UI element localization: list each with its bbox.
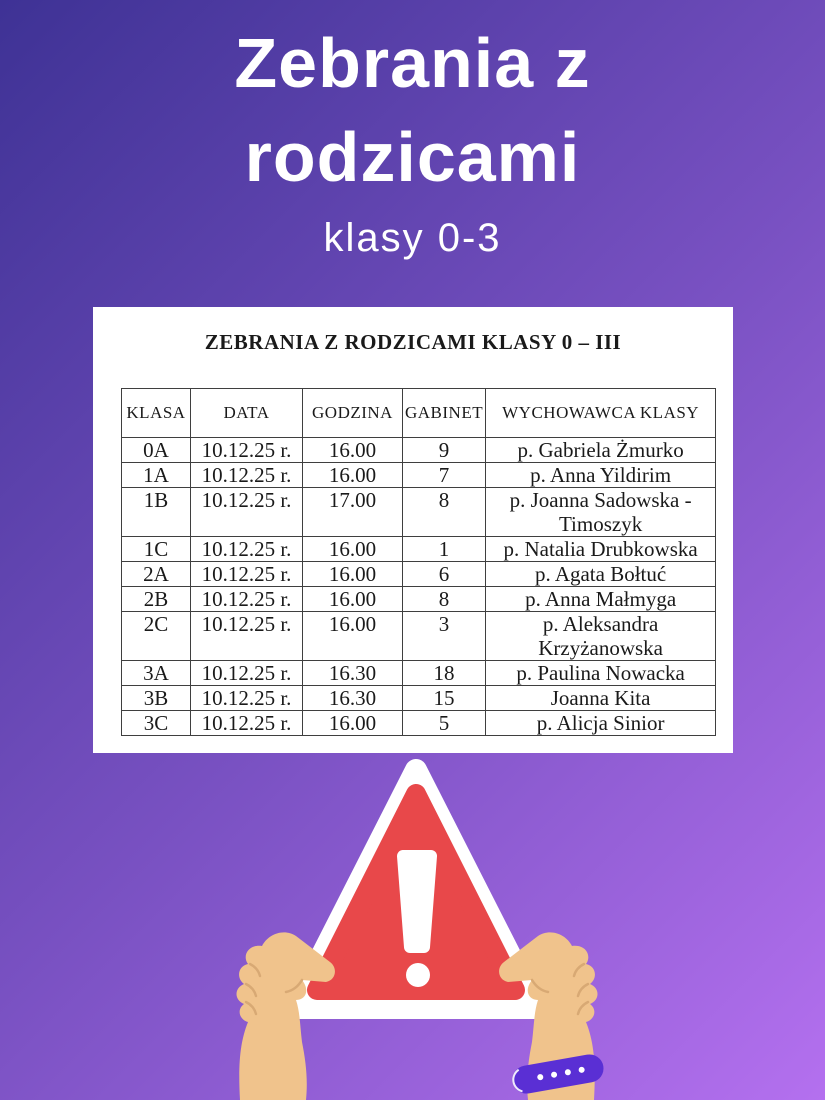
table-row xyxy=(122,587,716,612)
table-cell: 16.00 xyxy=(303,587,403,612)
table-cell: Joanna Kita xyxy=(486,686,716,711)
table-cell: 1A xyxy=(122,463,191,488)
table-cell: 0A xyxy=(122,438,191,463)
table-cell: 7 xyxy=(403,463,486,488)
table-cell: p. Gabriela Żmurko xyxy=(486,438,716,463)
table-cell: 8 xyxy=(403,587,486,612)
table-cell: 1 xyxy=(403,537,486,562)
table-cell: 10.12.25 r. xyxy=(191,463,303,488)
table-row xyxy=(122,537,716,562)
table-cell: 9 xyxy=(403,438,486,463)
table-row xyxy=(122,686,716,711)
poster-header xyxy=(0,16,825,262)
table-cell: 3B xyxy=(122,686,191,711)
table-cell: 17.00 xyxy=(303,488,403,537)
table-cell: 16.30 xyxy=(303,661,403,686)
table-cell: 10.12.25 r. xyxy=(191,488,303,537)
table-cell: p. Anna Małmyga xyxy=(486,587,716,612)
table-row xyxy=(122,488,716,537)
table-row xyxy=(122,661,716,686)
table-cell: 16.00 xyxy=(303,562,403,587)
meeting-table-body xyxy=(122,438,716,736)
column-header: GABINET xyxy=(403,389,486,438)
table-cell: 16.00 xyxy=(303,612,403,661)
table-cell: 8 xyxy=(403,488,486,537)
table-row xyxy=(122,562,716,587)
poster-subtitle: klasy 0-3 xyxy=(323,216,502,260)
table-cell: 1C xyxy=(122,537,191,562)
table-cell: 18 xyxy=(403,661,486,686)
table-cell: 10.12.25 r. xyxy=(191,537,303,562)
poster-title-line1: Zebrania z xyxy=(234,24,591,102)
table-cell: 15 xyxy=(403,686,486,711)
table-cell: 10.12.25 r. xyxy=(191,438,303,463)
table-cell: 10.12.25 r. xyxy=(191,562,303,587)
table-row xyxy=(122,612,716,661)
table-header-row xyxy=(122,389,716,438)
table-cell: 16.00 xyxy=(303,711,403,736)
table-row xyxy=(122,438,716,463)
warning-illustration xyxy=(0,750,825,1100)
table-cell: 3C xyxy=(122,711,191,736)
table-row xyxy=(122,463,716,488)
table-cell: 2A xyxy=(122,562,191,587)
table-cell: p. Aleksandra Krzyżanowska xyxy=(486,612,716,661)
table-cell: 2C xyxy=(122,612,191,661)
column-header: WYCHOWAWCA KLASY xyxy=(486,389,716,438)
table-cell: p. Anna Yildirim xyxy=(486,463,716,488)
meeting-table xyxy=(121,388,716,736)
table-row xyxy=(122,711,716,736)
card-heading: ZEBRANIA Z RODZICAMI KLASY 0 – III xyxy=(204,330,622,354)
table-cell: p. Joanna Sadowska - Timoszyk xyxy=(486,488,716,537)
table-cell: 10.12.25 r. xyxy=(191,612,303,661)
table-cell: 10.12.25 r. xyxy=(191,686,303,711)
table-cell: 6 xyxy=(403,562,486,587)
schedule-card xyxy=(93,307,733,753)
table-cell: 16.00 xyxy=(303,537,403,562)
table-cell: 1B xyxy=(122,488,191,537)
table-cell: 16.30 xyxy=(303,686,403,711)
table-cell: p. Natalia Drubkowska xyxy=(486,537,716,562)
table-cell: 10.12.25 r. xyxy=(191,587,303,612)
table-cell: 5 xyxy=(403,711,486,736)
table-cell: 3 xyxy=(403,612,486,661)
column-header: KLASA xyxy=(122,389,191,438)
table-cell: 16.00 xyxy=(303,463,403,488)
table-cell: 2B xyxy=(122,587,191,612)
table-cell: 16.00 xyxy=(303,438,403,463)
table-cell: p. Agata Bołtuć xyxy=(486,562,716,587)
column-header: DATA xyxy=(191,389,303,438)
table-cell: p. Paulina Nowacka xyxy=(486,661,716,686)
table-cell: 3A xyxy=(122,661,191,686)
table-cell: 10.12.25 r. xyxy=(191,661,303,686)
column-header: GODZINA xyxy=(303,389,403,438)
table-cell: 10.12.25 r. xyxy=(191,711,303,736)
poster-title-line2: rodzicami xyxy=(244,118,581,196)
table-cell: p. Alicja Sinior xyxy=(486,711,716,736)
